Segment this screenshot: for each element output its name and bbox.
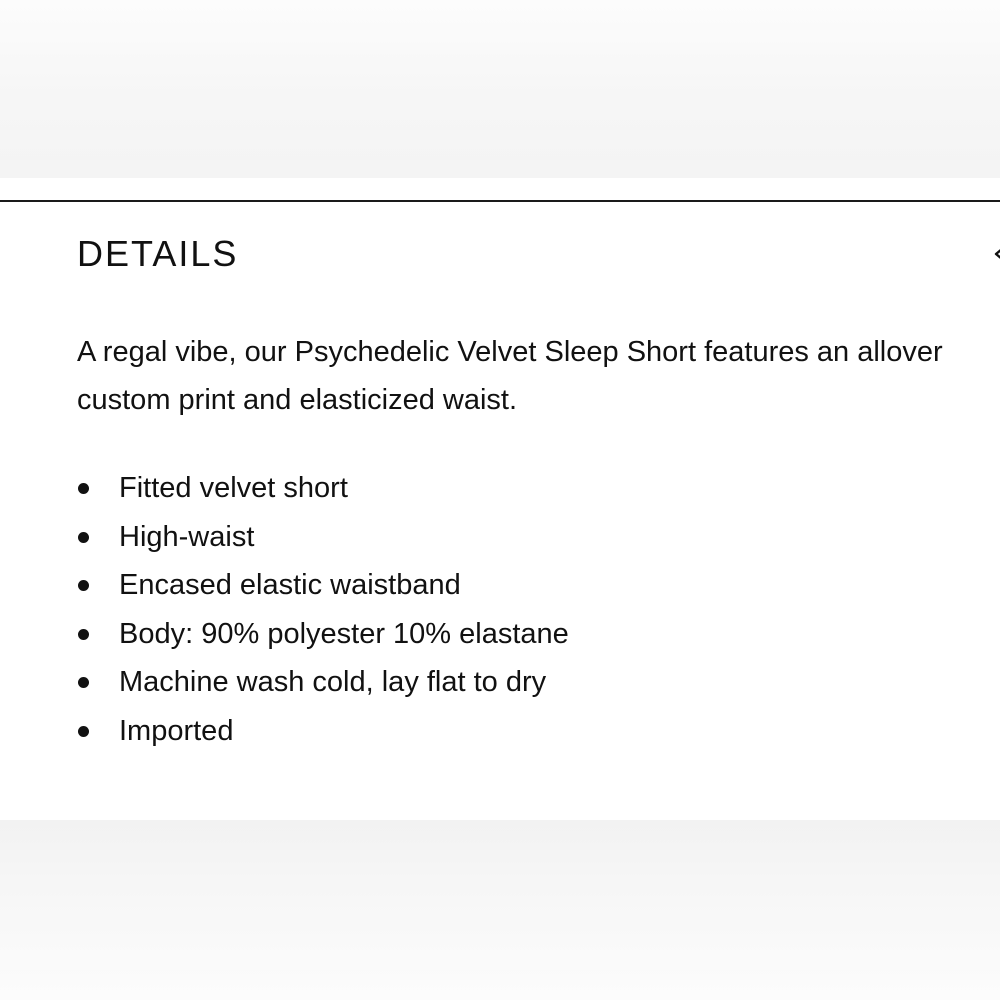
bullet-icon	[78, 532, 89, 543]
feature-text: Body: 90% polyester 10% elastane	[119, 617, 569, 650]
chevron-left-icon[interactable]	[992, 247, 1000, 261]
details-title: DETAILS	[77, 233, 239, 274]
feature-text: Machine wash cold, lay flat to dry	[119, 666, 547, 699]
feature-text: Imported	[119, 714, 234, 747]
feature-text: Encased elastic waistband	[119, 569, 461, 602]
bullet-icon	[78, 483, 89, 494]
product-description: A regal vibe, our Psychedelic Velvet Sleep Short features an allover custom print and elasticized waist.	[77, 336, 943, 416]
top-background	[0, 0, 1000, 178]
bottom-background	[0, 820, 1000, 1000]
bullet-icon	[78, 677, 89, 688]
feature-text: High-waist	[119, 520, 255, 553]
feature-text: Fitted velvet short	[119, 472, 348, 504]
bullet-icon	[78, 580, 89, 591]
details-section	[0, 178, 1000, 823]
bullet-icon	[78, 629, 89, 640]
details-accordion-header[interactable]	[0, 202, 1000, 272]
bullet-icon	[78, 726, 89, 737]
